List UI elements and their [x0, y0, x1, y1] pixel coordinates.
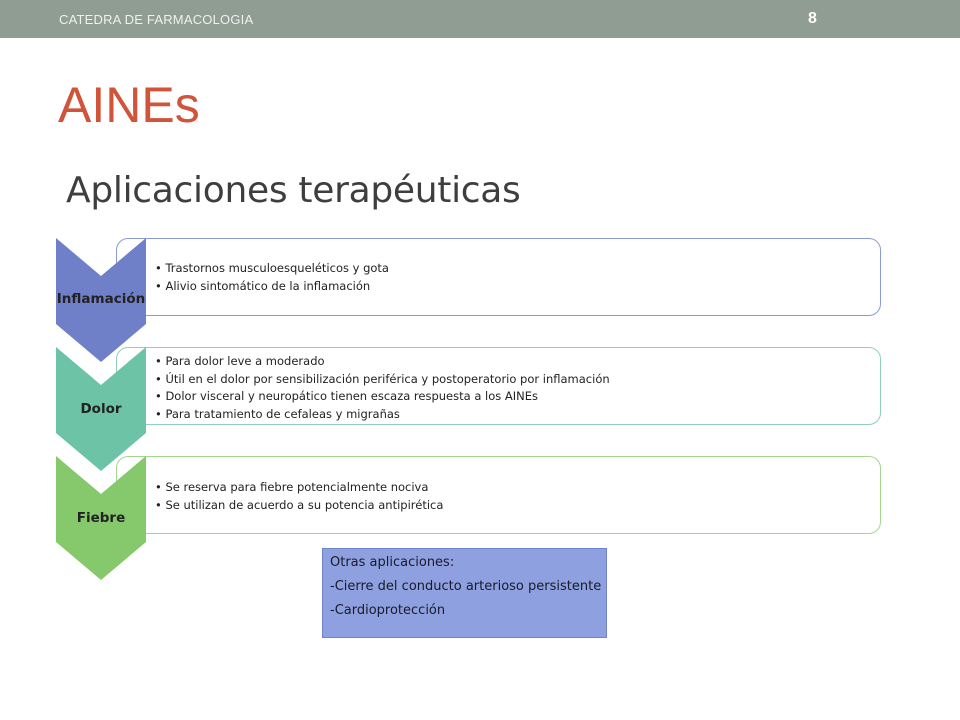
bullet-item: • Se utilizan de acuerdo a su potencia antipirética — [155, 497, 443, 515]
course-name: CATEDRA DE FARMACOLOGIA — [59, 12, 254, 27]
slide-title: AINEs — [58, 77, 200, 133]
other-applications-box — [322, 548, 607, 638]
fiebre-label: Fiebre — [76, 510, 126, 526]
bullet-item: • Trastornos musculoesqueléticos y gota — [155, 260, 389, 278]
page-number: 8 — [808, 10, 817, 27]
inflamacion-label: Inflamación — [56, 291, 146, 307]
bullet-item: • Alivio sintomático de la inflamación — [155, 278, 389, 296]
bullet-item: • Para dolor leve a moderado — [155, 353, 610, 371]
bullet-item: • Para tratamiento de cefaleas y migrañas — [155, 406, 610, 424]
other-applications-title: Otras aplicaciones: — [330, 555, 455, 570]
dolor-box — [116, 347, 881, 425]
bullet-item: • Dolor visceral y neuropático tienen escaza respuesta a los AINEs — [155, 388, 610, 406]
other-application-item: -Cardioprotección — [330, 603, 446, 618]
fiebre-box — [116, 456, 881, 534]
bullet-item: • Útil en el dolor por sensibilización periférica y postoperatorio por inflamación — [155, 371, 610, 389]
inflamacion-box — [116, 238, 881, 316]
bullet-item: • Se reserva para fiebre potencialmente nociva — [155, 479, 443, 497]
other-application-item: -Cierre del conducto arterioso persistente — [330, 579, 602, 594]
dolor-label: Dolor — [80, 401, 122, 417]
slide-subtitle: Aplicaciones terapéuticas — [66, 170, 521, 211]
